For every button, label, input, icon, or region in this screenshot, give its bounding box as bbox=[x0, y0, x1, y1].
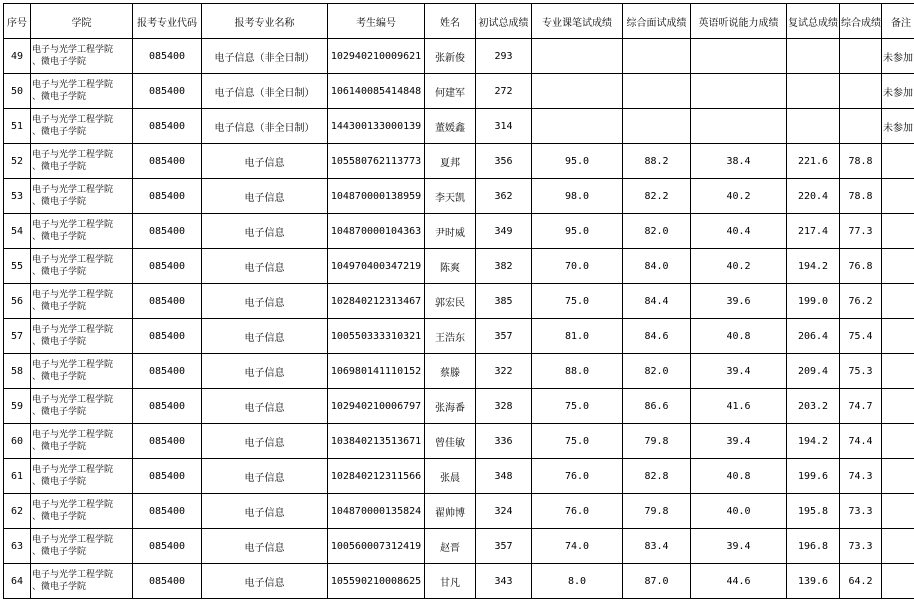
cell-interview-score: 82.0 bbox=[623, 354, 691, 389]
cell-retest-score: 220.4 bbox=[787, 179, 840, 214]
cell-interview-score: 82.8 bbox=[623, 459, 691, 494]
cell-major-code: 085400 bbox=[133, 389, 202, 424]
cell-initial-score: 385 bbox=[476, 284, 532, 319]
cell-major-code: 085400 bbox=[133, 109, 202, 144]
cell-school-line2: 、微电子学院 bbox=[32, 442, 87, 452]
cell-school bbox=[31, 319, 133, 354]
cell-note: 未参加 bbox=[882, 74, 914, 109]
cell-composite-score: 77.3 bbox=[840, 214, 882, 249]
cell-retest-score bbox=[787, 109, 840, 144]
cell-note bbox=[882, 144, 914, 179]
cell-major-name: 电子信息 bbox=[202, 459, 328, 494]
cell-name: 郭宏民 bbox=[425, 284, 476, 319]
cell-school-line1: 电子与光学工程学院 bbox=[32, 395, 114, 405]
cell-major-name: 电子信息 bbox=[202, 424, 328, 459]
cell-school-line2: 、微电子学院 bbox=[32, 547, 87, 557]
cell-major-name: 电子信息 bbox=[202, 494, 328, 529]
cell-name: 夏邦 bbox=[425, 144, 476, 179]
cell-interview-score: 84.6 bbox=[623, 319, 691, 354]
cell-major-code: 085400 bbox=[133, 179, 202, 214]
cell-school bbox=[31, 389, 133, 424]
cell-school-line2: 、微电子学院 bbox=[32, 197, 87, 207]
cell-school bbox=[31, 144, 133, 179]
cell-english-score: 40.2 bbox=[691, 179, 787, 214]
cell-major-code: 085400 bbox=[133, 319, 202, 354]
cell-written-score: 88.0 bbox=[532, 354, 623, 389]
cell-school-line2: 、微电子学院 bbox=[32, 57, 87, 67]
cell-school-line1: 电子与光学工程学院 bbox=[32, 150, 114, 160]
cell-school bbox=[31, 74, 133, 109]
header-no: 序号 bbox=[4, 4, 31, 39]
cell-major-name: 电子信息 bbox=[202, 214, 328, 249]
cell-no: 56 bbox=[4, 284, 31, 319]
score-table bbox=[3, 3, 914, 599]
cell-english-score: 39.4 bbox=[691, 529, 787, 564]
cell-written-score: 8.0 bbox=[532, 564, 623, 599]
cell-english-score: 39.4 bbox=[691, 354, 787, 389]
table-row bbox=[4, 74, 914, 109]
cell-school-line2: 、微电子学院 bbox=[32, 162, 87, 172]
table-row bbox=[4, 179, 914, 214]
cell-major-code: 085400 bbox=[133, 354, 202, 389]
cell-composite-score: 78.8 bbox=[840, 179, 882, 214]
table-body bbox=[4, 39, 914, 599]
cell-school-line1: 电子与光学工程学院 bbox=[32, 290, 114, 300]
cell-note bbox=[882, 529, 914, 564]
cell-school-line1: 电子与光学工程学院 bbox=[32, 185, 114, 195]
cell-no: 49 bbox=[4, 39, 31, 74]
table-row bbox=[4, 564, 914, 599]
header-initial-score: 初试总成绩 bbox=[476, 4, 532, 39]
cell-interview-score bbox=[623, 109, 691, 144]
cell-composite-score: 75.3 bbox=[840, 354, 882, 389]
cell-interview-score: 87.0 bbox=[623, 564, 691, 599]
table-row bbox=[4, 319, 914, 354]
cell-school bbox=[31, 354, 133, 389]
cell-note bbox=[882, 424, 914, 459]
cell-english-score: 40.8 bbox=[691, 319, 787, 354]
cell-school bbox=[31, 494, 133, 529]
cell-no: 60 bbox=[4, 424, 31, 459]
cell-major-name: 电子信息 bbox=[202, 354, 328, 389]
cell-initial-score: 328 bbox=[476, 389, 532, 424]
cell-school bbox=[31, 249, 133, 284]
header-retest-score: 复试总成绩 bbox=[787, 4, 840, 39]
cell-written-score bbox=[532, 109, 623, 144]
cell-name: 张海番 bbox=[425, 389, 476, 424]
cell-retest-score: 195.8 bbox=[787, 494, 840, 529]
cell-school bbox=[31, 179, 133, 214]
cell-note bbox=[882, 459, 914, 494]
cell-initial-score: 272 bbox=[476, 74, 532, 109]
table-row bbox=[4, 389, 914, 424]
cell-written-score: 76.0 bbox=[532, 459, 623, 494]
cell-major-name: 电子信息（非全日制） bbox=[202, 109, 328, 144]
cell-major-name: 电子信息 bbox=[202, 144, 328, 179]
cell-school-line1: 电子与光学工程学院 bbox=[32, 535, 114, 545]
table-row bbox=[4, 144, 914, 179]
cell-name: 李天凯 bbox=[425, 179, 476, 214]
cell-composite-score: 64.2 bbox=[840, 564, 882, 599]
cell-major-code: 085400 bbox=[133, 214, 202, 249]
cell-initial-score: 348 bbox=[476, 459, 532, 494]
cell-written-score: 81.0 bbox=[532, 319, 623, 354]
cell-name: 尹时威 bbox=[425, 214, 476, 249]
header-major-name: 报考专业名称 bbox=[202, 4, 328, 39]
cell-written-score: 95.0 bbox=[532, 144, 623, 179]
cell-written-score: 70.0 bbox=[532, 249, 623, 284]
cell-retest-score: 196.8 bbox=[787, 529, 840, 564]
cell-note bbox=[882, 214, 914, 249]
cell-exam-id: 103840213513671 bbox=[328, 424, 425, 459]
cell-major-code: 085400 bbox=[133, 284, 202, 319]
cell-initial-score: 357 bbox=[476, 319, 532, 354]
header-name: 姓名 bbox=[425, 4, 476, 39]
cell-name: 翟帅博 bbox=[425, 494, 476, 529]
cell-interview-score: 86.6 bbox=[623, 389, 691, 424]
cell-initial-score: 349 bbox=[476, 214, 532, 249]
cell-no: 58 bbox=[4, 354, 31, 389]
cell-exam-id: 105590210008625 bbox=[328, 564, 425, 599]
cell-name: 王浩东 bbox=[425, 319, 476, 354]
table-row bbox=[4, 284, 914, 319]
cell-interview-score: 84.4 bbox=[623, 284, 691, 319]
cell-written-score: 75.0 bbox=[532, 284, 623, 319]
cell-retest-score bbox=[787, 74, 840, 109]
cell-major-name: 电子信息 bbox=[202, 284, 328, 319]
cell-note bbox=[882, 319, 914, 354]
cell-major-code: 085400 bbox=[133, 459, 202, 494]
table-row bbox=[4, 424, 914, 459]
cell-school-line2: 、微电子学院 bbox=[32, 232, 87, 242]
cell-exam-id: 106980141110152 bbox=[328, 354, 425, 389]
cell-written-score bbox=[532, 39, 623, 74]
cell-school-line1: 电子与光学工程学院 bbox=[32, 220, 114, 230]
cell-no: 57 bbox=[4, 319, 31, 354]
cell-no: 52 bbox=[4, 144, 31, 179]
header-written-score: 专业课笔试成绩 bbox=[532, 4, 623, 39]
cell-school-line1: 电子与光学工程学院 bbox=[32, 255, 114, 265]
cell-school-line2: 、微电子学院 bbox=[32, 267, 87, 277]
cell-written-score: 74.0 bbox=[532, 529, 623, 564]
cell-note bbox=[882, 494, 914, 529]
cell-initial-score: 314 bbox=[476, 109, 532, 144]
cell-exam-id: 144300133000139 bbox=[328, 109, 425, 144]
cell-major-name: 电子信息（非全日制） bbox=[202, 74, 328, 109]
cell-english-score: 44.6 bbox=[691, 564, 787, 599]
cell-school bbox=[31, 564, 133, 599]
cell-exam-id: 104870000104363 bbox=[328, 214, 425, 249]
cell-note bbox=[882, 284, 914, 319]
cell-no: 61 bbox=[4, 459, 31, 494]
cell-school-line2: 、微电子学院 bbox=[32, 372, 87, 382]
table-row bbox=[4, 214, 914, 249]
cell-major-code: 085400 bbox=[133, 564, 202, 599]
cell-composite-score: 74.4 bbox=[840, 424, 882, 459]
cell-school-line1: 电子与光学工程学院 bbox=[32, 500, 114, 510]
header-school: 学院 bbox=[31, 4, 133, 39]
cell-interview-score: 82.2 bbox=[623, 179, 691, 214]
table-row bbox=[4, 39, 914, 74]
cell-name: 董媛鑫 bbox=[425, 109, 476, 144]
cell-english-score bbox=[691, 74, 787, 109]
cell-school bbox=[31, 284, 133, 319]
cell-interview-score: 84.0 bbox=[623, 249, 691, 284]
cell-major-code: 085400 bbox=[133, 424, 202, 459]
cell-written-score: 76.0 bbox=[532, 494, 623, 529]
cell-initial-score: 293 bbox=[476, 39, 532, 74]
cell-exam-id: 102940210009621 bbox=[328, 39, 425, 74]
cell-school-line1: 电子与光学工程学院 bbox=[32, 80, 114, 90]
cell-exam-id: 102940210006797 bbox=[328, 389, 425, 424]
cell-no: 55 bbox=[4, 249, 31, 284]
cell-initial-score: 324 bbox=[476, 494, 532, 529]
cell-no: 62 bbox=[4, 494, 31, 529]
cell-english-score bbox=[691, 109, 787, 144]
header-english-score: 英语听说能力成绩 bbox=[691, 4, 787, 39]
cell-composite-score bbox=[840, 39, 882, 74]
cell-composite-score: 76.8 bbox=[840, 249, 882, 284]
cell-initial-score: 357 bbox=[476, 529, 532, 564]
cell-no: 63 bbox=[4, 529, 31, 564]
cell-major-name: 电子信息（非全日制） bbox=[202, 39, 328, 74]
cell-name: 张晨 bbox=[425, 459, 476, 494]
cell-school-line1: 电子与光学工程学院 bbox=[32, 45, 114, 55]
cell-note bbox=[882, 179, 914, 214]
cell-composite-score: 73.3 bbox=[840, 529, 882, 564]
cell-note bbox=[882, 389, 914, 424]
cell-composite-score: 76.2 bbox=[840, 284, 882, 319]
cell-school-line2: 、微电子学院 bbox=[32, 92, 87, 102]
cell-no: 50 bbox=[4, 74, 31, 109]
cell-interview-score: 79.8 bbox=[623, 494, 691, 529]
cell-name: 何建军 bbox=[425, 74, 476, 109]
cell-name: 张新俊 bbox=[425, 39, 476, 74]
header-row bbox=[4, 4, 914, 39]
cell-initial-score: 382 bbox=[476, 249, 532, 284]
cell-retest-score: 194.2 bbox=[787, 424, 840, 459]
cell-note bbox=[882, 249, 914, 284]
cell-english-score: 40.0 bbox=[691, 494, 787, 529]
cell-interview-score bbox=[623, 74, 691, 109]
cell-major-code: 085400 bbox=[133, 39, 202, 74]
cell-composite-score: 78.8 bbox=[840, 144, 882, 179]
header-interview-score: 综合面试成绩 bbox=[623, 4, 691, 39]
cell-no: 53 bbox=[4, 179, 31, 214]
cell-composite-score: 73.3 bbox=[840, 494, 882, 529]
cell-written-score: 98.0 bbox=[532, 179, 623, 214]
cell-school-line1: 电子与光学工程学院 bbox=[32, 115, 114, 125]
table-row bbox=[4, 529, 914, 564]
cell-exam-id: 102840212311566 bbox=[328, 459, 425, 494]
cell-initial-score: 322 bbox=[476, 354, 532, 389]
cell-english-score: 38.4 bbox=[691, 144, 787, 179]
header-composite-score: 综合成绩 bbox=[840, 4, 882, 39]
cell-exam-id: 104870000135824 bbox=[328, 494, 425, 529]
cell-school-line1: 电子与光学工程学院 bbox=[32, 570, 114, 580]
cell-school-line1: 电子与光学工程学院 bbox=[32, 430, 114, 440]
cell-composite-score: 74.3 bbox=[840, 459, 882, 494]
cell-retest-score: 217.4 bbox=[787, 214, 840, 249]
cell-written-score: 75.0 bbox=[532, 389, 623, 424]
cell-school bbox=[31, 459, 133, 494]
table-row bbox=[4, 354, 914, 389]
cell-exam-id: 100560007312419 bbox=[328, 529, 425, 564]
cell-major-code: 085400 bbox=[133, 74, 202, 109]
cell-school-line2: 、微电子学院 bbox=[32, 477, 87, 487]
cell-initial-score: 336 bbox=[476, 424, 532, 459]
cell-english-score bbox=[691, 39, 787, 74]
cell-major-code: 085400 bbox=[133, 144, 202, 179]
cell-note: 未参加 bbox=[882, 39, 914, 74]
cell-no: 54 bbox=[4, 214, 31, 249]
cell-major-code: 085400 bbox=[133, 529, 202, 564]
cell-major-name: 电子信息 bbox=[202, 529, 328, 564]
cell-major-name: 电子信息 bbox=[202, 179, 328, 214]
cell-school-line2: 、微电子学院 bbox=[32, 407, 87, 417]
cell-school-line1: 电子与光学工程学院 bbox=[32, 465, 114, 475]
cell-written-score: 95.0 bbox=[532, 214, 623, 249]
cell-retest-score: 139.6 bbox=[787, 564, 840, 599]
cell-retest-score bbox=[787, 39, 840, 74]
cell-school-line1: 电子与光学工程学院 bbox=[32, 325, 114, 335]
cell-composite-score: 74.7 bbox=[840, 389, 882, 424]
cell-major-code: 085400 bbox=[133, 249, 202, 284]
cell-initial-score: 356 bbox=[476, 144, 532, 179]
cell-interview-score: 82.0 bbox=[623, 214, 691, 249]
cell-major-name: 电子信息 bbox=[202, 319, 328, 354]
cell-major-code: 085400 bbox=[133, 494, 202, 529]
cell-no: 59 bbox=[4, 389, 31, 424]
cell-school-line2: 、微电子学院 bbox=[32, 512, 87, 522]
cell-name: 曾佳敏 bbox=[425, 424, 476, 459]
cell-composite-score: 75.4 bbox=[840, 319, 882, 354]
cell-retest-score: 206.4 bbox=[787, 319, 840, 354]
cell-english-score: 39.6 bbox=[691, 284, 787, 319]
cell-interview-score: 79.8 bbox=[623, 424, 691, 459]
cell-retest-score: 199.0 bbox=[787, 284, 840, 319]
cell-retest-score: 203.2 bbox=[787, 389, 840, 424]
cell-school bbox=[31, 214, 133, 249]
cell-major-name: 电子信息 bbox=[202, 389, 328, 424]
cell-english-score: 40.8 bbox=[691, 459, 787, 494]
cell-note bbox=[882, 564, 914, 599]
cell-school-line2: 、微电子学院 bbox=[32, 582, 87, 592]
cell-retest-score: 194.2 bbox=[787, 249, 840, 284]
cell-english-score: 40.2 bbox=[691, 249, 787, 284]
cell-school-line1: 电子与光学工程学院 bbox=[32, 360, 114, 370]
cell-composite-score bbox=[840, 74, 882, 109]
table-row bbox=[4, 109, 914, 144]
cell-written-score: 75.0 bbox=[532, 424, 623, 459]
cell-exam-id: 105580762113773 bbox=[328, 144, 425, 179]
header-major-code: 报考专业代码 bbox=[133, 4, 202, 39]
cell-major-name: 电子信息 bbox=[202, 249, 328, 284]
cell-english-score: 39.4 bbox=[691, 424, 787, 459]
cell-school bbox=[31, 39, 133, 74]
cell-school bbox=[31, 529, 133, 564]
cell-exam-id: 106140085414848 bbox=[328, 74, 425, 109]
cell-name: 甘凡 bbox=[425, 564, 476, 599]
cell-note bbox=[882, 354, 914, 389]
cell-exam-id: 104870000138959 bbox=[328, 179, 425, 214]
cell-major-name: 电子信息 bbox=[202, 564, 328, 599]
cell-retest-score: 199.6 bbox=[787, 459, 840, 494]
cell-interview-score: 88.2 bbox=[623, 144, 691, 179]
cell-exam-id: 104970400347219 bbox=[328, 249, 425, 284]
cell-english-score: 40.4 bbox=[691, 214, 787, 249]
header-note: 备注 bbox=[882, 4, 914, 39]
cell-school-line2: 、微电子学院 bbox=[32, 302, 87, 312]
cell-initial-score: 343 bbox=[476, 564, 532, 599]
cell-name: 赵晋 bbox=[425, 529, 476, 564]
cell-exam-id: 102840212313467 bbox=[328, 284, 425, 319]
table-row bbox=[4, 459, 914, 494]
cell-school bbox=[31, 109, 133, 144]
cell-name: 陈爽 bbox=[425, 249, 476, 284]
cell-name: 蔡滕 bbox=[425, 354, 476, 389]
cell-written-score bbox=[532, 74, 623, 109]
cell-composite-score bbox=[840, 109, 882, 144]
cell-interview-score: 83.4 bbox=[623, 529, 691, 564]
cell-retest-score: 221.6 bbox=[787, 144, 840, 179]
cell-note: 未参加 bbox=[882, 109, 914, 144]
header-exam-id: 考生编号 bbox=[328, 4, 425, 39]
cell-initial-score: 362 bbox=[476, 179, 532, 214]
cell-exam-id: 100550333310321 bbox=[328, 319, 425, 354]
cell-retest-score: 209.4 bbox=[787, 354, 840, 389]
cell-school bbox=[31, 424, 133, 459]
cell-school-line2: 、微电子学院 bbox=[32, 127, 87, 137]
cell-no: 64 bbox=[4, 564, 31, 599]
cell-no: 51 bbox=[4, 109, 31, 144]
cell-english-score: 41.6 bbox=[691, 389, 787, 424]
table-row bbox=[4, 494, 914, 529]
cell-school-line2: 、微电子学院 bbox=[32, 337, 87, 347]
cell-interview-score bbox=[623, 39, 691, 74]
table-row bbox=[4, 249, 914, 284]
